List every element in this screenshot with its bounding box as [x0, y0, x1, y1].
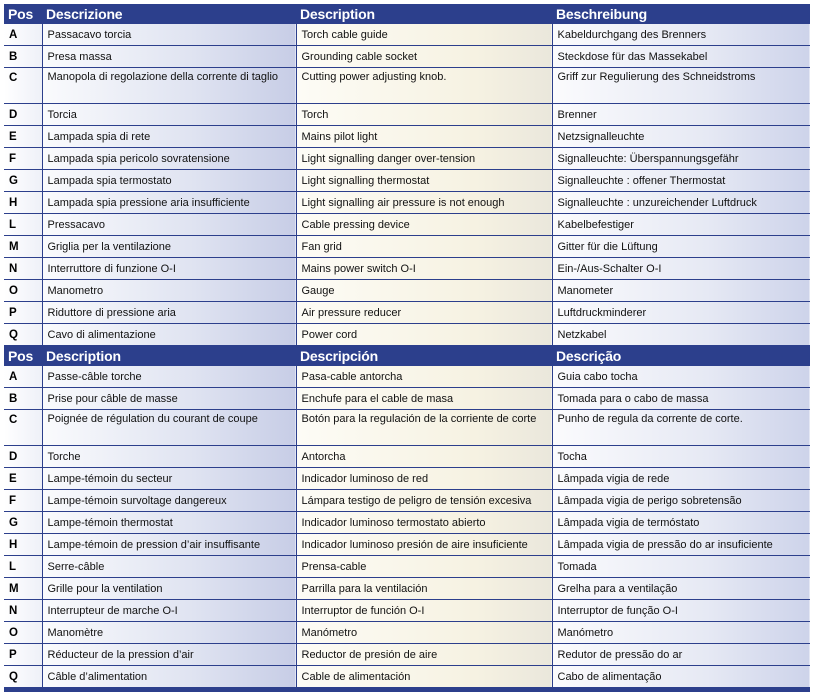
language-column-header: Descrizione [42, 4, 296, 24]
pos-cell: N [4, 258, 42, 280]
table-row [4, 410, 810, 446]
description-cell: Mains power switch O-I [296, 258, 552, 280]
description-cell: Signalleuchte: Überspannungsgefähr [552, 148, 810, 170]
description-cell: Enchufe para el cable de masa [296, 388, 552, 410]
description-cell: Passacavo torcia [42, 24, 296, 46]
description-cell: Manómetro [552, 622, 810, 644]
description-cell: Fan grid [296, 236, 552, 258]
language-column-header: Beschreibung [552, 4, 810, 24]
pos-cell: L [4, 556, 42, 578]
description-cell: Indicador luminoso de red [296, 468, 552, 490]
description-cell: Kabelbefestiger [552, 214, 810, 236]
description-cell: Punho de regula da corrente de corte. [552, 410, 810, 446]
description-cell: Manómetro [296, 622, 552, 644]
description-cell: Guia cabo tocha [552, 366, 810, 388]
pos-cell: E [4, 126, 42, 148]
pos-column-header: Pos [4, 4, 42, 24]
description-cell: Cabo de alimentação [552, 666, 810, 688]
description-cell: Réducteur de la pression d’air [42, 644, 296, 666]
table-row [4, 24, 810, 46]
description-cell: Torch cable guide [296, 24, 552, 46]
description-cell: Lampe-témoin de pression d’air insuffisante [42, 534, 296, 556]
description-cell: Lampada spia pressione aria insufficiente [42, 192, 296, 214]
description-cell: Lampada spia di rete [42, 126, 296, 148]
description-cell: Griff zur Regulierung des Schneidstroms [552, 68, 810, 104]
description-cell: Power cord [296, 324, 552, 346]
description-cell: Lampe-témoin survoltage dangereux [42, 490, 296, 512]
description-cell: Mains pilot light [296, 126, 552, 148]
table-row [4, 490, 810, 512]
description-cell: Torch [296, 104, 552, 126]
description-cell: Riduttore di pressione aria [42, 302, 296, 324]
description-cell: Tomada [552, 556, 810, 578]
description-cell: Cable de alimentación [296, 666, 552, 688]
table-row [4, 468, 810, 490]
description-cell: Lampe-témoin du secteur [42, 468, 296, 490]
pos-cell: P [4, 644, 42, 666]
description-cell: Luftdruckminderer [552, 302, 810, 324]
table-row [4, 666, 810, 688]
description-cell: Lâmpada vigia de termóstato [552, 512, 810, 534]
table-row [4, 600, 810, 622]
description-cell: Lâmpada vigia de pressão do ar insuficiente [552, 534, 810, 556]
description-cell: Manopola di regolazione della corrente di taglio [42, 68, 296, 104]
description-cell: Lampada spia termostato [42, 170, 296, 192]
description-cell: Botón para la regulación de la corriente de corte [296, 410, 552, 446]
description-cell: Ein-/Aus-Schalter O-I [552, 258, 810, 280]
description-cell: Indicador luminoso presión de aire insuficiente [296, 534, 552, 556]
pos-cell: F [4, 490, 42, 512]
pos-cell: M [4, 578, 42, 600]
description-cell: Interruptor de função O-I [552, 600, 810, 622]
description-cell: Cable pressing device [296, 214, 552, 236]
table-row [4, 126, 810, 148]
description-cell: Air pressure reducer [296, 302, 552, 324]
description-cell: Interruttore di funzione O-I [42, 258, 296, 280]
description-cell: Câble d’alimentation [42, 666, 296, 688]
pos-cell: F [4, 148, 42, 170]
pos-cell: D [4, 446, 42, 468]
pos-column-header: Pos [4, 346, 42, 367]
pos-cell: Q [4, 666, 42, 688]
table-row [4, 556, 810, 578]
pos-cell: E [4, 468, 42, 490]
pos-cell: Q [4, 324, 42, 346]
description-cell: Manomètre [42, 622, 296, 644]
description-cell: Passe-câble torche [42, 366, 296, 388]
description-cell: Interrupteur de marche O-I [42, 600, 296, 622]
table-row [4, 388, 810, 410]
parts-table [4, 4, 810, 688]
pos-cell: G [4, 170, 42, 192]
language-column-header: Description [296, 4, 552, 24]
table-row [4, 68, 810, 104]
description-cell: Cavo di alimentazione [42, 324, 296, 346]
table-row [4, 236, 810, 258]
pos-cell: M [4, 236, 42, 258]
description-cell: Gauge [296, 280, 552, 302]
description-cell: Netzkabel [552, 324, 810, 346]
table-row [4, 46, 810, 68]
table-row [4, 214, 810, 236]
description-cell: Lampada spia pericolo sovratensione [42, 148, 296, 170]
description-cell: Grounding cable socket [296, 46, 552, 68]
pos-cell: L [4, 214, 42, 236]
pos-cell: B [4, 388, 42, 410]
description-cell: Brenner [552, 104, 810, 126]
pos-cell: H [4, 192, 42, 214]
pos-cell: O [4, 622, 42, 644]
description-cell: Antorcha [296, 446, 552, 468]
pos-cell: A [4, 24, 42, 46]
description-cell: Lâmpada vigia de rede [552, 468, 810, 490]
description-cell: Steckdose für das Massekabel [552, 46, 810, 68]
description-cell: Prise pour câble de masse [42, 388, 296, 410]
pos-cell: N [4, 600, 42, 622]
table-row [4, 578, 810, 600]
description-cell: Gitter für die Lüftung [552, 236, 810, 258]
description-cell: Lâmpada vigia de perigo sobretensão [552, 490, 810, 512]
description-cell: Serre-câble [42, 556, 296, 578]
table-row [4, 534, 810, 556]
table-row [4, 366, 810, 388]
description-cell: Pasa-cable antorcha [296, 366, 552, 388]
description-cell: Torcia [42, 104, 296, 126]
description-cell: Grelha para a ventilação [552, 578, 810, 600]
pos-cell: G [4, 512, 42, 534]
pos-cell: O [4, 280, 42, 302]
description-cell: Parrilla para la ventilación [296, 578, 552, 600]
description-cell: Poignée de régulation du courant de coupe [42, 410, 296, 446]
description-cell: Lampe-témoin thermostat [42, 512, 296, 534]
table-row [4, 324, 810, 346]
table-header-row [4, 346, 810, 367]
language-column-header: Description [42, 346, 296, 367]
description-cell: Presa massa [42, 46, 296, 68]
pos-cell: C [4, 68, 42, 104]
description-cell: Griglia per la ventilazione [42, 236, 296, 258]
description-cell: Signalleuchte : unzureichender Luftdruck [552, 192, 810, 214]
description-cell: Indicador luminoso termostato abierto [296, 512, 552, 534]
description-cell: Tocha [552, 446, 810, 468]
table-row [4, 622, 810, 644]
description-cell: Redutor de pressão do ar [552, 644, 810, 666]
pos-cell: P [4, 302, 42, 324]
table-header-row [4, 4, 810, 24]
table-row [4, 104, 810, 126]
table-row [4, 170, 810, 192]
pos-cell: H [4, 534, 42, 556]
table-row [4, 148, 810, 170]
description-cell: Torche [42, 446, 296, 468]
description-cell: Pressacavo [42, 214, 296, 236]
table-row [4, 302, 810, 324]
description-cell: Reductor de presión de aire [296, 644, 552, 666]
table-row [4, 644, 810, 666]
pos-cell: C [4, 410, 42, 446]
description-cell: Manometer [552, 280, 810, 302]
table-bottom-border [4, 688, 810, 692]
pos-cell: D [4, 104, 42, 126]
description-cell: Grille pour la ventilation [42, 578, 296, 600]
description-cell: Kabeldurchgang des Brenners [552, 24, 810, 46]
table-row [4, 446, 810, 468]
description-cell: Lámpara testigo de peligro de tensión excesiva [296, 490, 552, 512]
table-row [4, 192, 810, 214]
description-cell: Prensa-cable [296, 556, 552, 578]
table-row [4, 512, 810, 534]
language-column-header: Descripción [296, 346, 552, 367]
table-row [4, 280, 810, 302]
description-cell: Manometro [42, 280, 296, 302]
description-cell: Netzsignalleuchte [552, 126, 810, 148]
language-column-header: Descrição [552, 346, 810, 367]
pos-cell: B [4, 46, 42, 68]
description-cell: Interruptor de función O-I [296, 600, 552, 622]
description-cell: Light signalling danger over-tension [296, 148, 552, 170]
description-cell: Signalleuchte : offener Thermostat [552, 170, 810, 192]
description-cell: Light signalling thermostat [296, 170, 552, 192]
parts-table-body [4, 4, 810, 688]
table-row [4, 258, 810, 280]
description-cell: Tomada para o cabo de massa [552, 388, 810, 410]
pos-cell: A [4, 366, 42, 388]
description-cell: Cutting power adjusting knob. [296, 68, 552, 104]
description-cell: Light signalling air pressure is not enough [296, 192, 552, 214]
parts-legend [4, 4, 810, 692]
